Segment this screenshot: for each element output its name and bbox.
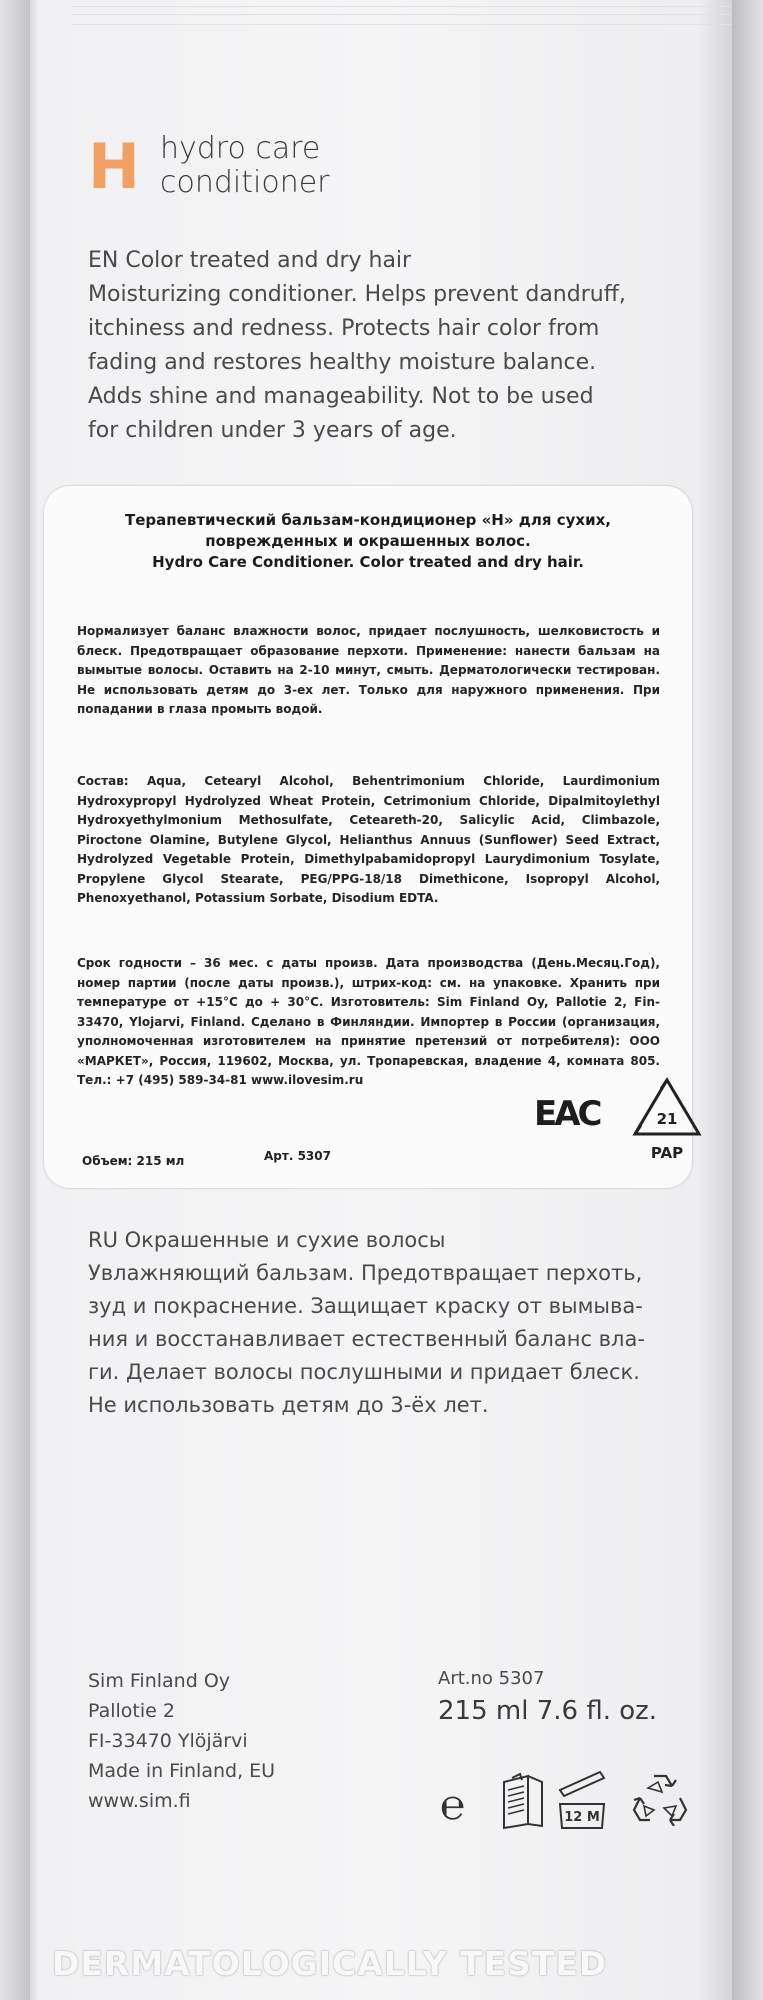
label-heading — [44, 510, 692, 573]
product-size: 215 ml 7.6 fl. oz. — [438, 1696, 658, 1726]
label-volume: Объем: 215 мл — [82, 1154, 185, 1168]
label-ingredients-text: Состав: Aqua, Cetearyl Alcohol, Behentrimonium Chloride, Laurdimonium Hydroxypropyl Hydrolyzed Wheat Protein, Cetrimonium Chloride, Dipalmitoylethyl Hydroxyethylmonium Methosulfate, Ceteareth-20, Salicylic Acid, Climbazole, Piroctone Olamine, Butylene Glycol, Helianthus Annuus (Sunflower) Seed Extract, Hydrolyzed Vegetable Protein, Dimethylpabamidopropyl Laurydimonium Tosylate, Propylene Glycol Stearate, PEG/PPG-18/18 Dimethicone, Isopropyl Alcohol, Phenoxyethanol, Potassium Sorbate, Disodium EDTA. — [77, 774, 660, 905]
address-line: Made in Finland, EU — [88, 1760, 276, 1782]
english-description — [88, 244, 713, 448]
read-leaflet-icon — [498, 1770, 548, 1830]
en-line: Moisturizing conditioner. Helps prevent dandruff, — [88, 282, 626, 307]
recycle-code: 21 — [656, 1110, 678, 1128]
address-line: FI-33470 Ylöjärvi — [88, 1730, 248, 1752]
recycle-pap-icon — [627, 1072, 707, 1167]
address-line: Sim Finland Oy — [88, 1670, 231, 1692]
brand-logo-letter: H — [88, 130, 138, 203]
label-storage-importer-text: Срок годности – 36 мес. с даты произв. Дата производства (День.Месяц.Год), номер партии (после даты произв.), штрих-код: см. на упаковке. Хранить при температуре от +15°С до + 30°С. Изготовитель: Sim Finland Oy, Pallotie 2, Fin-33470, Ylojarvi, Finland. Сделано в Финляндии. Импортер в России (организация, уполномоченная изготовителем на принятие претензий от потребителя): ООО «МАРКЕТ», Россия, 119602, Москва, ул. Тропаревская, владение 4, комната 805. Тел.: +7 (495) 589-34-81 www.ilovesim.ru — [77, 956, 660, 1087]
label-heading-line: Hydro Care Conditioner. Color treated and dry hair. — [152, 553, 584, 571]
label-article: Арт. 5307 — [264, 1149, 331, 1163]
product-title-line1: hydro care — [160, 131, 321, 166]
crease — [72, 6, 740, 7]
recycling-icon — [632, 1770, 688, 1826]
en-line: Adds shine and manageability. Not to be used — [88, 384, 594, 409]
russian-sticker-label — [44, 486, 692, 1188]
ru-line: зуд и покраснение. Защищает краску от вымыва- — [88, 1294, 643, 1318]
label-heading-line: поврежденных и окрашенных волос. — [205, 532, 531, 550]
ru-line: Увлажняющий бальзам. Предотвращает перхоть, — [88, 1261, 643, 1285]
ru-line: ги. Делает волосы послушными и придает блеск. — [88, 1360, 640, 1384]
crease — [72, 24, 740, 25]
en-line: itchiness and redness. Protects hair color from — [88, 316, 600, 341]
en-line: EN Color treated and dry hair — [88, 248, 412, 273]
label-heading-line: Терапевтический бальзам-кондиционер «H» для сухих, — [125, 511, 611, 529]
tube-edge-left — [0, 0, 30, 2000]
en-line: for children under 3 years of age. — [88, 418, 457, 443]
ru-line: ния и восстанавливает естественный баланс вла- — [88, 1327, 645, 1351]
manufacturer-address — [88, 1666, 275, 1816]
russian-description — [88, 1224, 713, 1422]
estimated-sign-icon: ℮ — [440, 1780, 466, 1829]
crease — [72, 14, 740, 15]
address-line: www.sim.fi — [88, 1790, 191, 1812]
pao-12m-icon — [556, 1770, 608, 1830]
ru-line: Не использовать детям до 3-ёх лет. — [88, 1393, 489, 1417]
product-title — [160, 132, 330, 200]
label-usage-text: Нормализует баланс влажности волос, придает послушность, шелковистость и блеск. Предотвращает образование перхоти. Применение: нанести бальзам на вымытые волосы. Оставить на 2-10 минут, смыть. Дерматологически тестирован. Не использовать детям до 3-ех лет. Только для наружного применения. При попадании в глаза промыть водой. — [77, 624, 660, 716]
tube-edge-right — [732, 0, 763, 2000]
address-line: Pallotie 2 — [88, 1700, 175, 1722]
pao-label: 12 M — [564, 1810, 600, 1825]
recycle-material: PAP — [650, 1144, 684, 1162]
en-line: fading and restores healthy moisture balance. — [88, 350, 597, 375]
dermatologically-tested-footer: DERMATOLOGICALLY TESTED — [52, 1944, 608, 1983]
eac-mark: EAC — [534, 1094, 600, 1134]
ru-line: RU Окрашенные и сухие волосы — [88, 1228, 446, 1252]
article-number: Art.no 5307 — [438, 1668, 545, 1689]
product-title-line2: conditioner — [160, 165, 330, 200]
